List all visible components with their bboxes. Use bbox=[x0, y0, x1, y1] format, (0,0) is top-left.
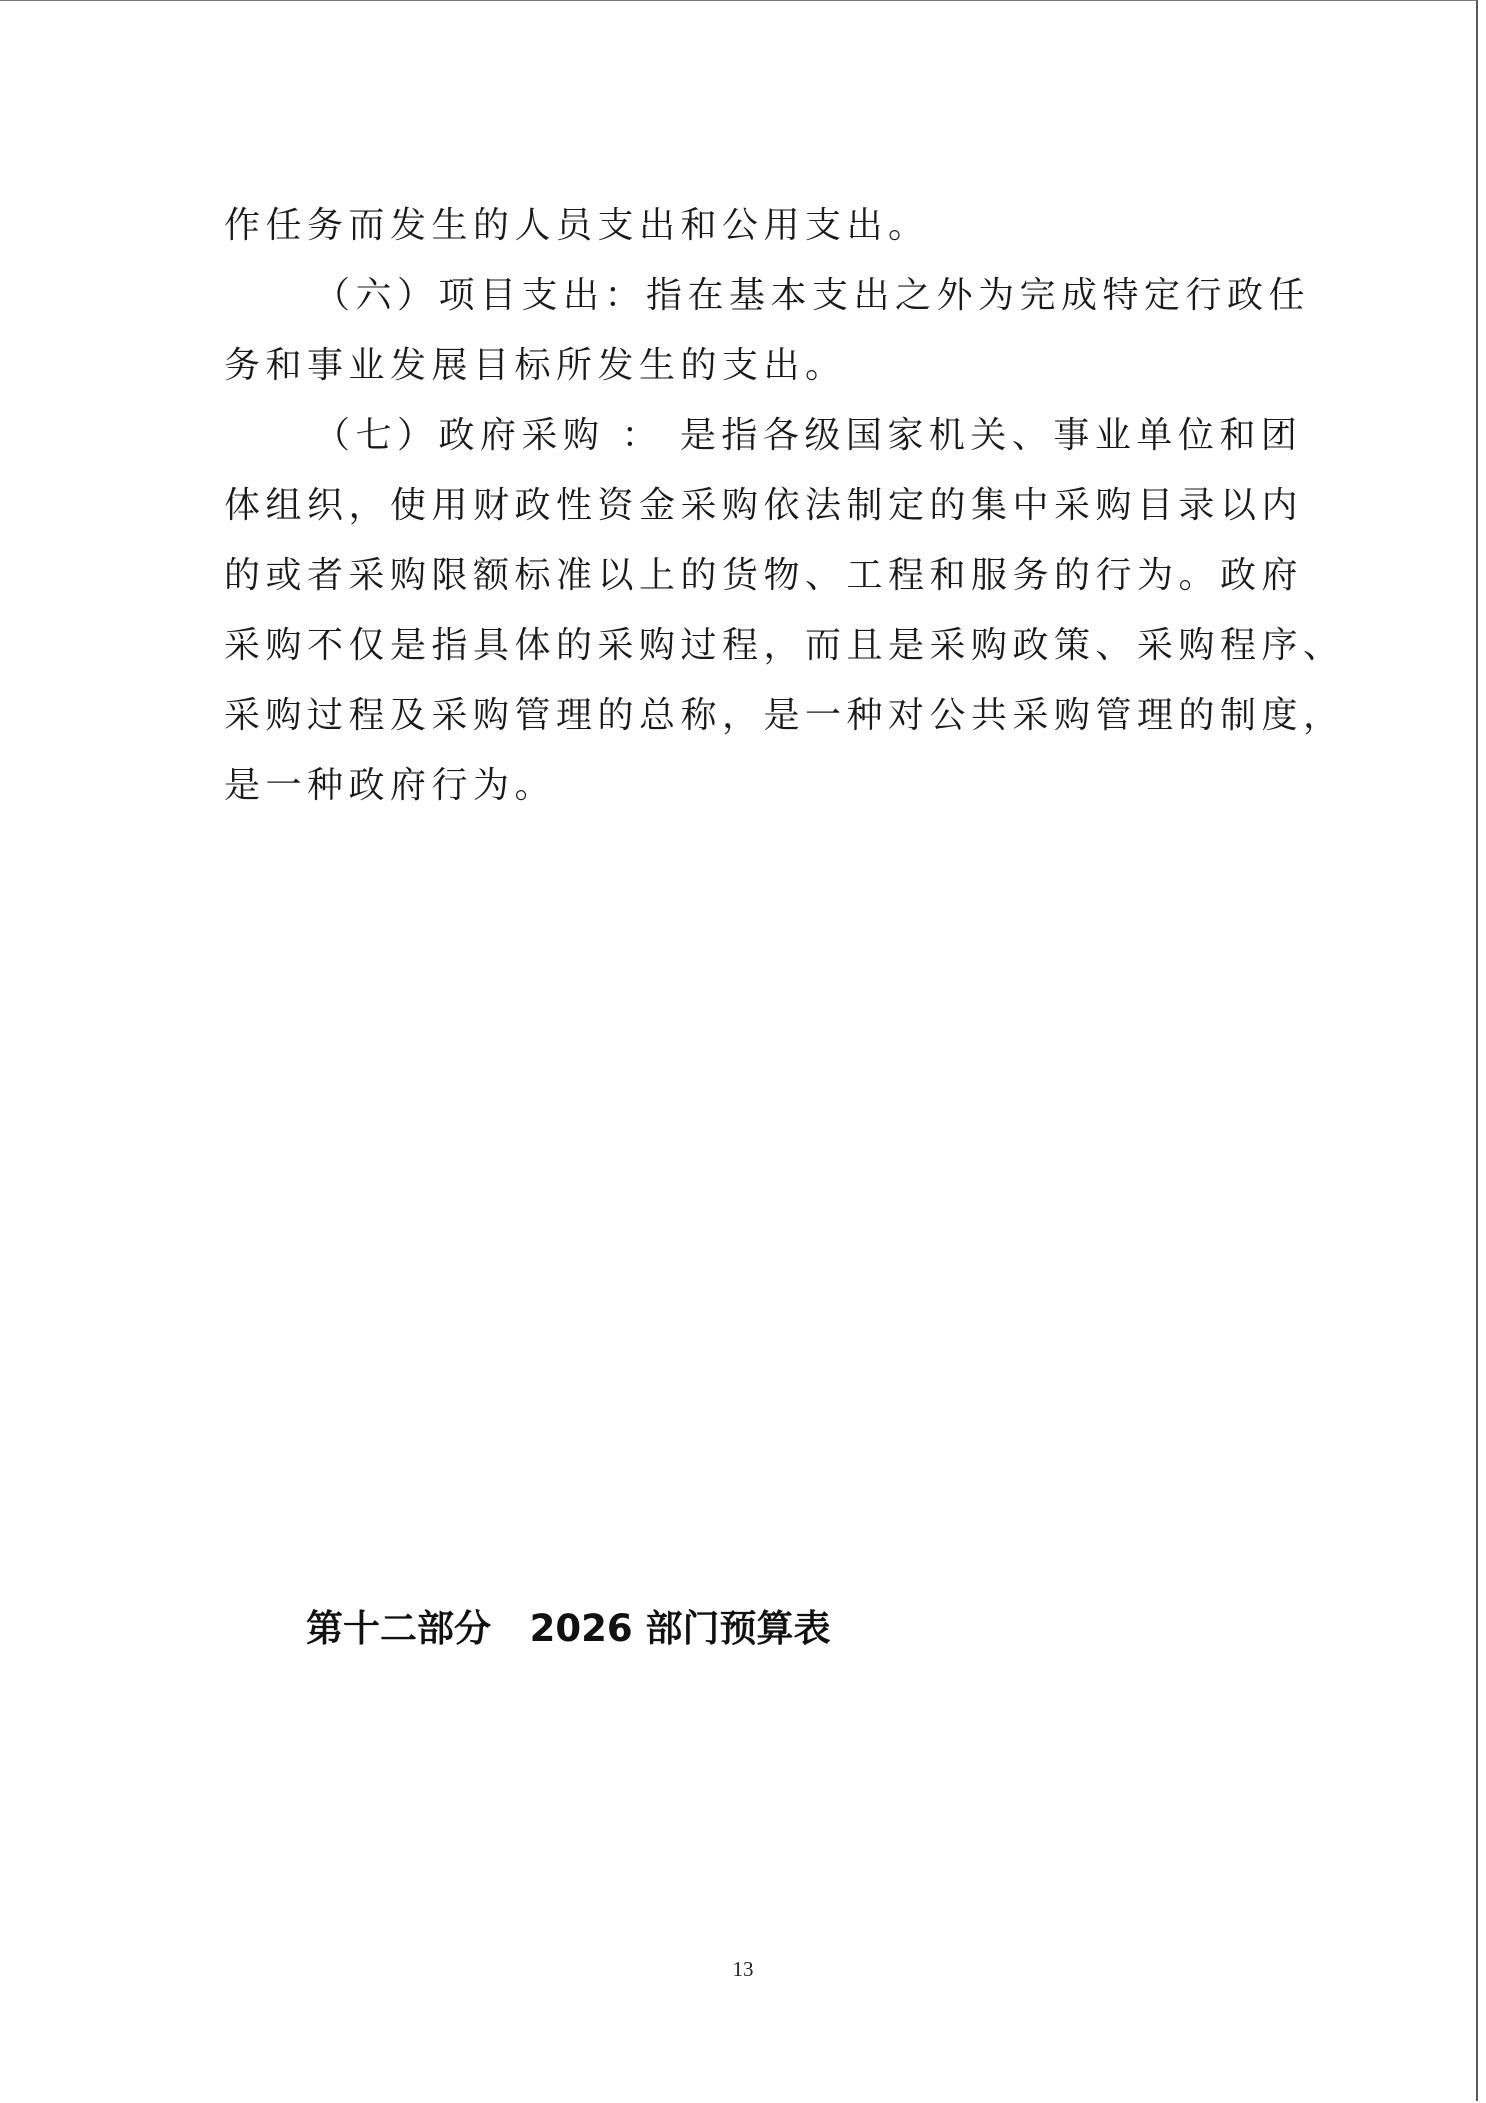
text-line: 的或者采购限额标准以上的货物、工程和服务的行为。政府 bbox=[224, 555, 1304, 596]
body-text bbox=[224, 191, 1345, 821]
text-line: 采购不仅是指具体的采购过程，而且是采购政策、采购程序、 bbox=[224, 625, 1345, 666]
text-line: 是一种政府行为。 bbox=[224, 765, 557, 806]
section-heading: 第十二部分 2026 部门预算表 bbox=[306, 1607, 831, 1650]
text-line: 务和事业发展目标所发生的支出。 bbox=[224, 345, 847, 386]
text-line-item-six: （六）项目支出：指在基本支出之外为完成特定行政任 bbox=[314, 275, 1311, 316]
text-line: 体组织，使用财政性资金采购依法制定的集中采购目录以内 bbox=[224, 485, 1304, 526]
text-line: 作任务而发生的人员支出和公用支出。 bbox=[224, 205, 930, 246]
text-line: 采购过程及采购管理的总称，是一种对公共采购管理的制度， bbox=[224, 695, 1345, 736]
text-line-item-seven: （七）政府采购 ： 是指各级国家机关、事业单位和团 bbox=[314, 415, 1303, 456]
page-number: 13 bbox=[732, 1957, 754, 1981]
